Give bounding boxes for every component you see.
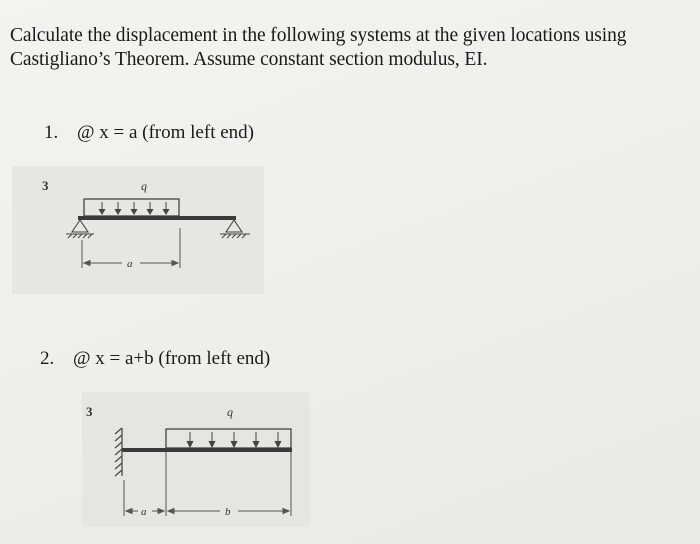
load-arrows-2	[187, 432, 281, 447]
pin-support-left	[66, 220, 94, 238]
figure-1-load-label: q	[141, 179, 147, 193]
dimension-lines	[124, 452, 291, 516]
simply-supported-beam-diagram	[12, 166, 264, 294]
fixed-support	[115, 428, 122, 476]
problem-2-heading	[40, 348, 270, 370]
distributed-load-box-2	[166, 429, 291, 448]
problem-1-heading	[44, 122, 254, 144]
figure-1-label: 3	[42, 178, 49, 193]
distributed-load-box	[84, 199, 179, 216]
problem-statement	[10, 24, 695, 72]
dimension-b-label: b	[225, 506, 231, 518]
figure-2-load-label: q	[227, 405, 233, 419]
problem-1-text: @ x = a (from left end)	[77, 122, 254, 143]
problem-1-figure	[12, 166, 264, 294]
problem-statement-line1: Calculate the displacement in the following systems at the given locations using	[10, 25, 627, 46]
problem-2-figure	[82, 392, 310, 527]
load-arrows	[99, 202, 169, 214]
problem-1-number: 1.	[44, 122, 59, 143]
figure-2-label: 3	[86, 404, 93, 419]
problem-statement-line2: Castigliano’s Theorem. Assume constant section modulus, EI.	[10, 49, 488, 70]
dimension-a-label: a	[127, 258, 133, 270]
pin-support-right	[220, 220, 250, 238]
problem-2-text: @ x = a+b (from left end)	[73, 348, 271, 369]
beam	[78, 216, 236, 220]
problem-2-number: 2.	[40, 348, 55, 369]
dimension-a-label-2: a	[141, 506, 147, 518]
beam-2	[122, 448, 292, 452]
cantilever-beam-diagram	[82, 392, 310, 527]
